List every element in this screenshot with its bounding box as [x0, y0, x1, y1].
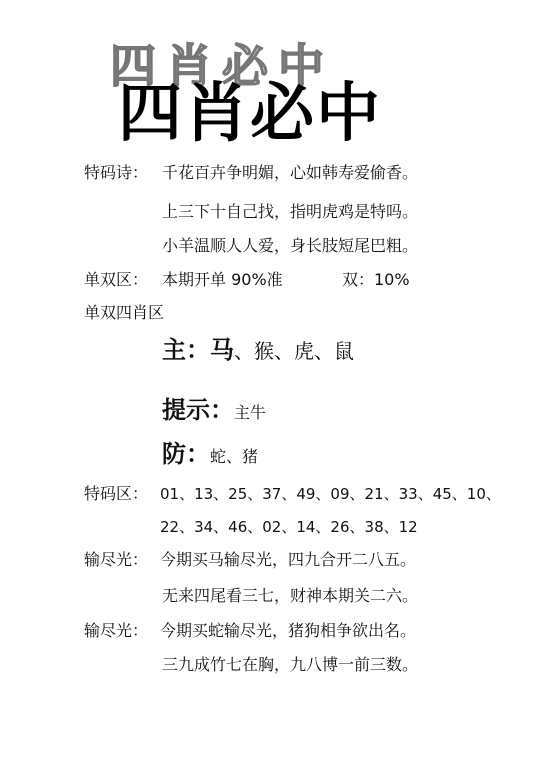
- guard-label: 防：: [162, 440, 210, 468]
- odd-even-double: 双：10%: [342, 270, 410, 289]
- main-zodiac-line: [162, 336, 354, 367]
- poem-line-1: 千花百卉争明媚，心如韩寿爱偷香。: [162, 163, 419, 182]
- poem-line-3: 小羊温顺人人爱，身长肢短尾巴粗。: [162, 236, 419, 255]
- hint-line: [162, 396, 266, 427]
- zodiac-section-label: 单双四肖区: [84, 303, 165, 322]
- special-numbers-row-1: 01、13、25、37、49、09、21、33、45、10、: [160, 485, 501, 503]
- lose-all-2-line-1: 今期买蛇输尽光，猪狗相争欲出名。: [160, 621, 417, 640]
- special-numbers-label: 特码区：: [84, 484, 149, 503]
- odd-even-label: 单双区：: [84, 270, 149, 289]
- guard-line: [162, 440, 258, 471]
- lose-all-1-line-2: 无来四尾看三七，财神本期关二六。: [162, 586, 419, 605]
- lose-all-1-line-1: 今期买马输尽光，四九合开二八五。: [160, 550, 417, 569]
- guard-value: 蛇、猪: [210, 447, 259, 466]
- poem-label: 特码诗：: [84, 163, 149, 182]
- odd-even-single: 本期开单 90%准: [162, 270, 283, 289]
- main-zodiac-label: 主：: [162, 336, 210, 364]
- main-zodiac-rest: 、猴、虎、鼠: [234, 339, 354, 363]
- title-outline-shadow: 四肖必中: [110, 39, 334, 93]
- hint-value: 主牛: [234, 403, 267, 422]
- lose-all-2-line-2: 三九成竹七在胸，九八博一前三数。: [162, 655, 419, 674]
- poem-line-2: 上三下十自己找，指明虎鸡是特吗。: [162, 202, 419, 221]
- main-zodiac-first: 马: [210, 336, 234, 364]
- lose-all-1-label: 输尽光：: [84, 550, 149, 569]
- lose-all-2-label: 输尽光：: [84, 621, 149, 640]
- page-title: 四肖必中: [118, 77, 382, 151]
- special-numbers-row-2: 22、34、46、02、14、26、38、12: [160, 518, 418, 536]
- hint-label: 提示：: [162, 396, 234, 424]
